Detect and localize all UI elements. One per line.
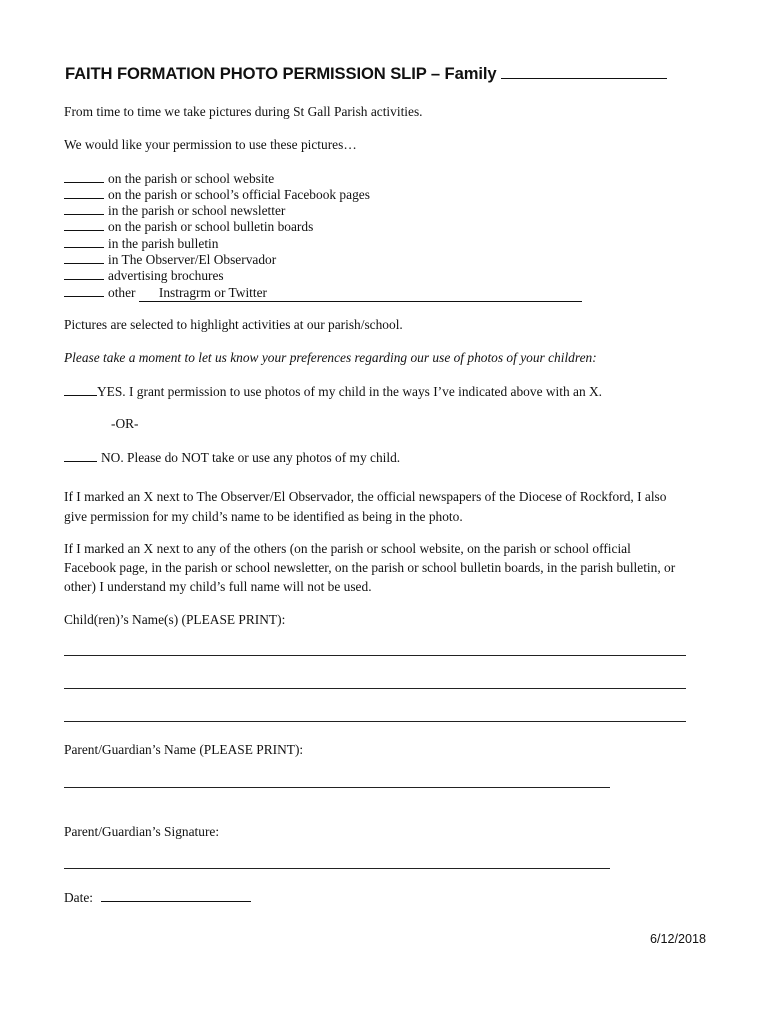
option-item: [64, 251, 276, 268]
yes-text: YES. I grant permission to use photos of my child in the ways I’ve indicated above with an X.: [97, 384, 603, 399]
signature-line[interactable]: [64, 868, 610, 869]
others-paragraph-line: If I marked an X next to any of the others (on the parish or school website, on the parish or school official: [64, 541, 631, 556]
option-mark-blank[interactable]: [64, 202, 104, 215]
children-name-line[interactable]: [64, 721, 686, 722]
option-label: in The Observer/El Observador: [108, 252, 277, 267]
option-mark-blank[interactable]: [64, 267, 104, 280]
date-field: [64, 889, 251, 906]
others-paragraph-line: Facebook page, in the parish or school newsletter, on the parish or school bulletin boards, in the parish bulletin, or: [64, 560, 676, 575]
form-title-text: FAITH FORMATION PHOTO PERMISSION SLIP – Family: [65, 64, 497, 83]
yes-mark-blank[interactable]: [64, 383, 97, 396]
option-mark-blank[interactable]: [64, 251, 104, 264]
no-text: NO. Please do NOT take or use any photos of my child.: [101, 450, 401, 465]
signature-label: Parent/Guardian’s Signature:: [64, 824, 220, 839]
children-name-line[interactable]: [64, 688, 686, 689]
option-mark-blank[interactable]: [64, 235, 104, 248]
option-item: [64, 186, 370, 203]
family-name-blank[interactable]: [501, 63, 667, 79]
preference-prompt: Please take a moment to let us know your preferences regarding our use of photos of your children:: [64, 350, 597, 365]
option-mark-blank[interactable]: [64, 284, 104, 297]
date-label: Date:: [64, 890, 93, 905]
other-label: other: [108, 285, 136, 300]
children-name-line[interactable]: [64, 655, 686, 656]
parent-name-label: Parent/Guardian’s Name (PLEASE PRINT):: [64, 742, 304, 757]
option-label: on the parish or school’s official Facebook pages: [108, 187, 370, 202]
option-label: in the parish bulletin: [108, 236, 219, 251]
intro-text: From time to time we take pictures during St Gall Parish activities.: [64, 104, 423, 119]
request-text: We would like your permission to use these pictures…: [64, 137, 357, 152]
form-title: [65, 63, 667, 84]
option-mark-blank[interactable]: [64, 170, 104, 183]
others-paragraph-line: other) I understand my child’s full name will not be used.: [64, 579, 372, 594]
option-mark-blank[interactable]: [64, 218, 104, 231]
children-name-label: Child(ren)’s Name(s) (PLEASE PRINT):: [64, 612, 286, 627]
option-item: [64, 267, 224, 284]
option-label: on the parish or school bulletin boards: [108, 219, 314, 234]
option-item: [64, 218, 313, 235]
other-value-text: Instragrm or Twitter: [158, 285, 268, 300]
observer-paragraph-line: give permission for my child’s name to be identified as being in the photo.: [64, 509, 463, 524]
date-blank[interactable]: [101, 889, 251, 902]
parent-name-line[interactable]: [64, 787, 610, 788]
observer-paragraph-line: If I marked an X next to The Observer/El Observador, the official newspapers of the Diocese of Rockford, I also: [64, 489, 667, 504]
option-label: advertising brochures: [108, 268, 224, 283]
option-item: [64, 202, 285, 219]
yes-choice: [64, 383, 602, 400]
option-label: on the parish or school website: [108, 171, 275, 186]
no-mark-blank[interactable]: [64, 449, 97, 462]
option-label: in the parish or school newsletter: [108, 203, 286, 218]
no-choice: [64, 449, 400, 466]
option-item: [64, 170, 274, 187]
option-mark-blank[interactable]: [64, 186, 104, 199]
selected-note: Pictures are selected to highlight activities at our parish/school.: [64, 317, 403, 332]
footer-date: 6/12/2018: [649, 932, 706, 946]
other-value-field[interactable]: [139, 285, 582, 302]
or-separator: -OR-: [111, 416, 139, 431]
option-item-other: [64, 284, 582, 302]
option-item: [64, 235, 218, 252]
